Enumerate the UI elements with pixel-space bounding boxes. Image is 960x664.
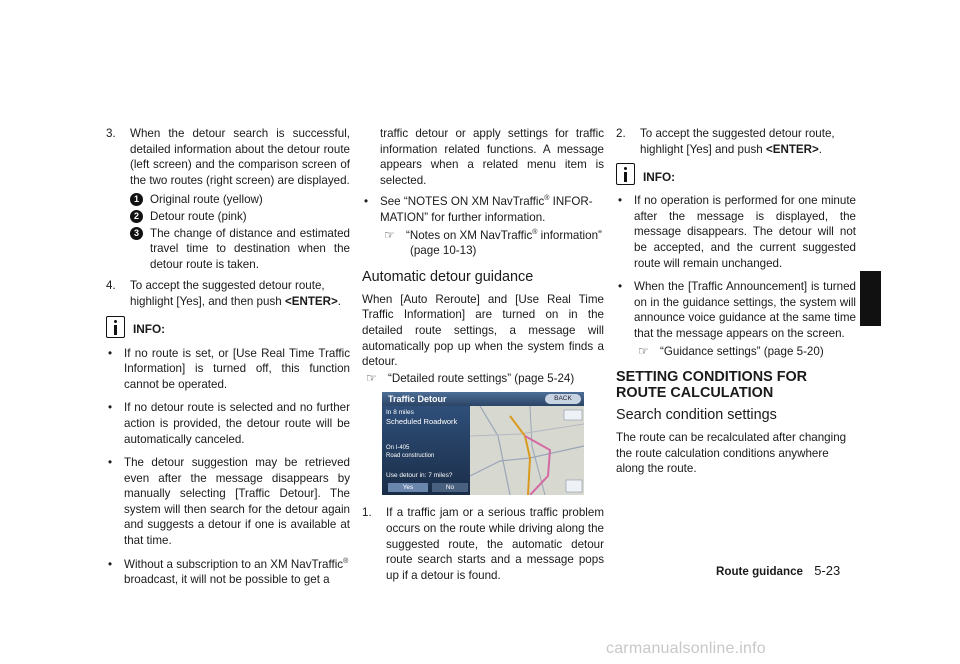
see-bullet [362,194,604,258]
detour-question: Use detour in: 7 miles? [386,472,453,480]
info-label: INFO: [133,321,166,336]
info-icon [616,163,635,185]
column-right [616,126,856,477]
callout-text: Detour route (pink) [150,209,247,223]
step-text: When the detour search is successful, detailed information about the detour route (left screen) and the comparison screen of the two routes (right screen) are displayed. [130,127,350,187]
enter-key-label: <ENTER> [765,142,819,156]
bullet-icon: • [618,280,623,294]
step-tail: . [818,142,823,156]
callout-text: Original route (yellow) [150,193,263,207]
no-button: No [432,483,468,492]
bullet-icon: • [364,195,369,209]
info-header [106,316,350,338]
subsection-heading: Search condition settings [616,407,777,424]
event-text: Scheduled Roadwork [386,417,458,427]
cross-reference[interactable] [638,344,856,360]
callout-3 [130,226,350,273]
info-bullet [616,193,856,271]
map-view [470,406,584,495]
step-number: 3. [106,127,116,140]
bullet-icon: • [108,557,113,571]
bullet-text: Without a subscription to an XM NavTraffic [124,557,344,571]
bullet-text: When the [Traffic Announcement] is turned on in the guidance settings, the system will announce voice guidance at the same time that the message appears on the screen. [634,280,856,340]
bullet-text: If no operation is performed for one minute after the message is displayed, the message disappears. The detour will not be accepted, and the current suggested route will remain unchanged. [634,194,856,270]
step-2 [616,126,856,157]
info-bullet [106,455,350,549]
back-button: BACK [545,394,581,404]
yes-button: Yes [388,483,428,492]
bullet-icon: • [108,401,113,415]
step-1 [362,505,604,583]
step-text: To accept the suggested detour route, highlight [Yes], and then push [130,279,325,308]
bullet-icon: • [108,456,113,470]
location-text: On I-405 Road construction [386,445,435,460]
step-tail: . [337,294,342,308]
pointing-hand-icon: ☞ [384,227,395,242]
footer-section: Route guidance [716,565,803,578]
info-bullet [106,400,350,447]
reference-text: “Notes on XM NavTraffic [406,228,533,242]
bullet-icon: • [618,194,623,208]
bullet-text-cont: broadcast, it will not be possible to get a [124,573,330,587]
callout-number-icon: 2 [130,210,143,223]
info-bullet [616,279,856,341]
reference-text: “Guidance settings” (page 5-20) [660,344,824,358]
continued-paragraph: traffic detour or apply settings for traffic information related functions. A message appears when a related menu item is selected. [380,127,604,187]
chapter-heading: SETTING CONDITIONS FOR ROUTE CALCULATION [616,369,808,402]
reference-text: “Detailed route settings” (page 5-24) [388,371,575,385]
column-left [106,126,350,596]
screen-title: Traffic Detour [388,394,447,405]
info-icon [106,316,125,338]
callout-number-icon: 3 [130,227,143,240]
reference-page: (page 10-13) [410,244,477,258]
step-text: To accept the suggested detour route, highlight [Yes] and push [640,127,835,156]
column-middle [362,126,604,589]
watermark: carmanualsonline.info [606,640,766,657]
callout-1 [130,192,350,208]
callout-text: The change of distance and estimated travel time to destination when the detour route is taken. [150,226,350,271]
see-text-cont: INFOR-MATION” for further information. [380,195,593,224]
distance-text: In 8 miles [386,409,414,417]
section-heading: Automatic detour guidance [362,268,534,285]
registered-mark: ® [532,228,538,236]
reference-text-cont: information” [537,228,602,242]
step-number: 4. [106,279,116,293]
page-footer [716,563,840,580]
subsection-paragraph: The route can be recalculated after changing the route calculation conditions anywhere along the route. [616,431,847,476]
section-paragraph: When [Auto Reroute] and [Use Real Time Traffic Information] are turned on in the detailed route settings, a message will automatically pop up when the system finds a detour. [362,292,604,369]
step-number: 1. [362,506,372,520]
info-bullet [106,557,350,588]
callout-2 [130,209,350,225]
page-number: 5-23 [814,563,841,578]
step-3 [106,126,350,272]
step-text: If a traffic jam or a serious traffic problem occurs on the route while driving along the suggested route, the automatic detour route search starts and a message pops up if a detour is found. [386,506,604,582]
bullet-text: If no detour route is selected and no further action is provided, the detour route will be automatically canceled. [124,401,350,446]
cross-reference[interactable] [384,228,604,259]
see-text: See “NOTES ON XM NavTraffic [380,195,545,209]
bullet-text: If no route is set, or [Use Real Time Traffic Information] is turned off, this function cannot be operated. [124,346,350,391]
bullet-icon: • [108,346,113,360]
map-roads [470,406,584,495]
info-bullet [106,346,350,393]
info-header [616,163,856,185]
registered-mark: ® [544,195,550,203]
step-4 [106,278,350,309]
traffic-detour-screenshot [382,392,584,495]
pointing-hand-icon: ☞ [366,370,377,385]
cross-reference[interactable] [366,371,604,387]
enter-key-label: <ENTER> [284,294,338,308]
callout-number-icon: 1 [130,193,143,206]
registered-mark: ® [343,557,349,565]
pointing-hand-icon: ☞ [638,343,649,358]
info-label: INFO: [643,169,676,184]
bullet-text: The detour suggestion may be retrieved even after the message disappears by manually selecting [Traffic Detour]. The system will then search for the detour again and suggests a detour if one is available at that time. [124,456,350,548]
step-number: 2. [616,127,626,140]
chapter-tab [860,271,881,326]
